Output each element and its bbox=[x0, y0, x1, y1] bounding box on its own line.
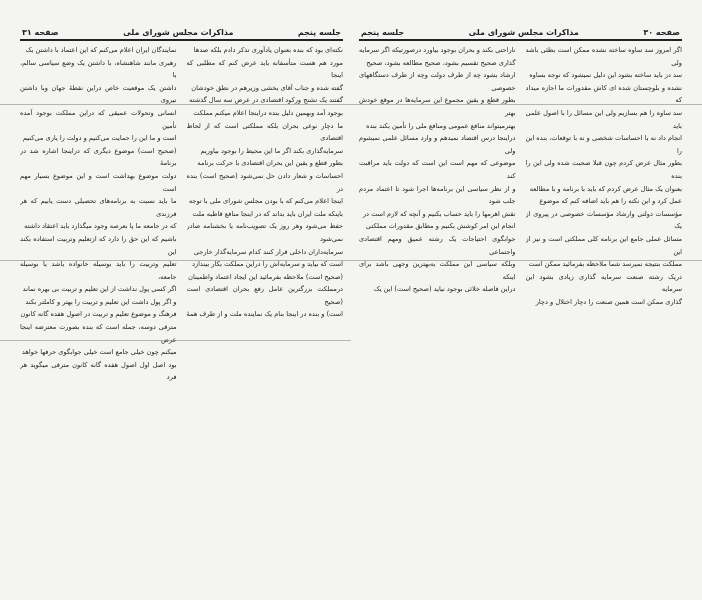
text-line: که در جامعه ما پا بعرصه وجود میگذارد باید اعتقاد داشته bbox=[24, 222, 177, 231]
scan-line bbox=[351, 104, 702, 105]
text-line: دراین فاصله خلائی بوجود نیاید (صحیح است) این یک bbox=[373, 285, 516, 294]
text-line: مسائل عملی جامع این برنامه کلی مملکتی است و نیز از این bbox=[525, 234, 682, 256]
text-line: بود اصل اول اصول هفده گانه کانون مترقی میگوید هر فرد bbox=[20, 360, 177, 382]
text-line: دراینجا درس اقتصاد نمیدهم و وارد مسائل علمی نمیشوم ولی bbox=[359, 134, 516, 155]
text-line: (صحیح است) ملاحظه بفرمائید این ایجاد اعتماد واطمینان bbox=[188, 272, 343, 281]
publication-title: مذاکرات مجلس شورای ملی bbox=[123, 28, 234, 37]
text-line: گذاری صحیح تقسیم بشود، صحیح مطالعه بشود، صحیح bbox=[366, 58, 516, 67]
text-line: نشده و بلوچستان شده ای کاش مقدورات ما اجازه میداد که bbox=[525, 83, 682, 105]
text-line: انسانی وتحولات عمیقی که دراین مملکت بوجود آمده تأمین bbox=[20, 108, 177, 130]
text-line: است و ما این را حمایت می‌کنیم و دولت را یاری می‌کنیم bbox=[22, 134, 177, 143]
text-line: است که بیاید و سرمایه‌اش را دراین مملکت بکار بیندازد bbox=[191, 260, 343, 269]
session-label: جلسه پنجم bbox=[297, 28, 341, 37]
text-line: سرمایه‌گذاری بکند اگر ما این محیط را بوجود بیاوریم bbox=[200, 146, 343, 155]
text-line: دریک رشته صنعت سرمایه گذاری زیادی بشود این سرمایه bbox=[525, 272, 682, 294]
text-line: گذاری ممکن است همین صنعت را دچار اختلال و دچار bbox=[535, 297, 682, 306]
scan-line bbox=[0, 260, 351, 261]
text-line: بعنوان یک مثال عرض کردم که باید با برنامه و با مطالعه bbox=[529, 184, 682, 193]
text-line: بطور قطع و یقین مجموع این سرمایه‌ها در موقع خودش بهتر bbox=[359, 96, 516, 117]
text-line: ناراحتی بکند و بحران بوجود بیاورد درصورتیکه اگر سرمایه bbox=[359, 46, 516, 54]
scan-line bbox=[0, 340, 351, 341]
page-header bbox=[22, 23, 341, 37]
text-line: وبلکه سیاسی این مملکت به‌بهترین وجهی باشد برای اینکه bbox=[359, 260, 516, 281]
text-line: ما دچار نوعی بحران بلکه مملکتی است که از لحاظ اقتصادی bbox=[186, 121, 343, 143]
text-line: اینجا اعلام می‌کنم که با بودن مجلس شورای ملی با توجه bbox=[188, 197, 343, 206]
text-line: داشتن یک موقعیت خاص دراین نقطهٔ جهان وبا داشتن نیروی bbox=[20, 83, 177, 105]
text-column-right bbox=[187, 44, 344, 530]
text-line: مترقی دوسه، جمله است که بنده بصورت معترضه اینجا عرض bbox=[20, 323, 177, 344]
text-line: درمملکت بزرگترین عامل رفع بحران اقتصادی است (صحیح bbox=[186, 285, 343, 306]
text-line: رهبری مانند شاهنشاه، با داشتن یک وضع سیاسی سالم، با bbox=[20, 58, 177, 80]
page-number: صفحه ۳۰ bbox=[643, 28, 680, 37]
page-number: صفحه ۳۱ bbox=[22, 28, 59, 37]
text-line: تعلیم وتربیت را باید بوسیله خانواده باشد یا بوسیله جامعه، bbox=[20, 260, 177, 281]
text-column-left bbox=[20, 44, 177, 530]
scan-line bbox=[0, 104, 351, 105]
page-30 bbox=[351, 0, 702, 600]
text-line: و اگر پول داشت این تعلیم و تربیت را بهتر و کاملتر بکند bbox=[25, 297, 177, 306]
text-line: دولت موضوع بهداشت است و این موضوع بسیار مهم است bbox=[20, 171, 177, 193]
header-rule bbox=[20, 39, 343, 41]
scan-line bbox=[351, 260, 702, 261]
text-line: بطور مثال عرض کردم چون قبلا صحبت شده ولی این را بنده bbox=[525, 159, 682, 180]
text-line: مملکت بنتیجه نمیرسد شما ملاحظه بفرمائید ممکن است bbox=[528, 260, 682, 269]
text-line: مورد هم هست متأسفانه باید عرض کنم که مطلبی که اینجا bbox=[186, 58, 343, 80]
text-line: فرهنگ و موضوع تعلیم و تربیت در اصول هفده گانه کانون bbox=[20, 310, 177, 319]
text-line: احساسات و شعار دادن حل نمی‌شود (صحیح است) بنده در bbox=[186, 171, 343, 193]
text-line: گفته شده و جناب آقای بخشی وزیرهم در نطق خودشان bbox=[191, 83, 343, 92]
text-line: حفظ می‌شود وهر روز یک تصویب‌نامه یا بخشنامه صادر نمی‌شود bbox=[186, 222, 343, 243]
text-line: است) و بنده در اینجا بنام یک نماینده ملت و از طرف همهٔ bbox=[186, 310, 343, 319]
text-line: سد ساوه را هم بسازیم ولی این مسائل را با اصول علمی باید bbox=[525, 108, 682, 130]
text-line: عمل کرد و این نکته را هم باید اضافه کنم که موضوع bbox=[539, 197, 682, 206]
text-line: انجام این امر کوشش بکنیم و مطابق مقدورات مملکتی bbox=[365, 222, 516, 231]
page-header bbox=[361, 23, 680, 37]
text-line: بوجود آمد وبهمین دلیل بنده دراینجا اعلام میکنم مملکت bbox=[193, 108, 343, 117]
publication-title: مذاکرات مجلس شورای ملی bbox=[468, 28, 579, 37]
session-label: جلسه پنجم bbox=[361, 28, 405, 37]
text-line: ما باید نسبت به برنامه‌های تحصیلی دست یابیم که هر فرزندی bbox=[20, 197, 177, 218]
text-line: باشیم که این حق را دارد که ازتعلیم وتربیت استفاده بکند این bbox=[20, 234, 177, 256]
text-line: جوابگوی احتیاجات یک رشته عمیق ومهم اقتصادی واجتماعی bbox=[359, 234, 516, 256]
text-line: انجام داد نه با احساسات شخصی و نه با توقعات، بنده این را bbox=[525, 134, 682, 155]
text-line: و از نظر سیاسی این برنامه‌ها اجرا شود تا اعتماد مردم جلب شود bbox=[359, 184, 516, 206]
text-line: ارشاد بشود چه از طرف دولت وچه از طرف دستگاههای خصوصی bbox=[359, 71, 516, 92]
text-line: گفتند یک تشنج ورکود اقتصادی در عرض سه سال گذشته bbox=[189, 96, 343, 105]
text-line: اگر کسی پول نداشت از این تعلیم و تربیت بی بهره نماند bbox=[22, 285, 177, 294]
text-line: اگر امروز سد ساوه ساخته نشده ممکن است بطئی باشد ولی bbox=[525, 46, 682, 67]
text-line: سرمایه‌داران داخلی قرار کنند کدام سرمایه‌گذار خارجی bbox=[193, 247, 343, 256]
text-line: نقش اهرمها را باید حساب بکنیم و آنچه که لازم است در bbox=[362, 209, 516, 218]
text-line: (صحیح است) موضوع دیگری که دراینجا اشاره شد در برنامهٔ bbox=[20, 146, 177, 168]
text-line: سد دز باید ساخته بشود این دلیل نمیشود که توجه بساوه bbox=[529, 71, 682, 80]
text-column-left bbox=[359, 44, 516, 530]
text-line: موضوعی که مهم است این است که دولت باید مراقبت کند bbox=[359, 159, 516, 180]
text-line: میکنم چون خیلی جامع است خیلی جوابگوی حرفها خواهد bbox=[21, 348, 177, 357]
text-line: بهترمیتواند منافع عمومی ومنافع ملی را تأمین بکند بنده bbox=[366, 121, 516, 130]
text-line: نکته‌ای بود که بنده بعنوان یادآوری تذکر دادم بلکه صدها bbox=[193, 46, 343, 54]
text-line: باینکه ملت ایران باید بداند که در اینجا منافع قاطبه ملت bbox=[192, 209, 343, 218]
header-rule bbox=[359, 39, 682, 41]
text-column-right bbox=[526, 44, 683, 530]
text-line: نمایندگان ایران اعلام می‌کنم که این اعتماد با داشتن یک bbox=[25, 46, 177, 54]
text-line: مؤسسات دولتی وارشاد مؤسسات خصوصی در پیروی از یک bbox=[525, 209, 682, 231]
text-line: بطور قطع و یقین این بحران اقتصادی با حرکت برنامه bbox=[197, 159, 343, 168]
